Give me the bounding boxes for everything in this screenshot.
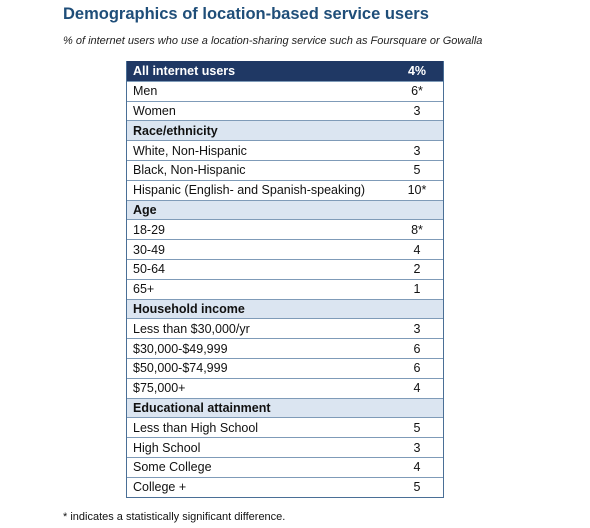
table-row	[127, 101, 443, 121]
page-subtitle: % of internet users who use a location-sharing service such as Foursquare or Gowalla	[63, 35, 483, 47]
row-label: Some College	[133, 460, 212, 475]
row-label: High School	[133, 440, 201, 455]
section-label: Age	[133, 202, 157, 217]
table-row	[127, 318, 443, 338]
row-value: 4%	[407, 64, 427, 79]
row-value: 1	[413, 282, 421, 297]
row-value: 5	[413, 420, 421, 435]
row-label: Men	[133, 84, 158, 99]
row-label: $30,000-$49,999	[133, 341, 228, 356]
row-label: Less than High School	[133, 420, 259, 435]
row-label: 65+	[133, 282, 155, 297]
row-label: Women	[133, 103, 176, 118]
table-row	[127, 140, 443, 160]
row-label: College +	[133, 480, 187, 495]
table-row	[127, 378, 443, 398]
row-value: 6	[413, 341, 421, 356]
page-title: Demographics of location-based service users	[63, 5, 429, 23]
table-row	[127, 477, 443, 497]
table-header-row	[127, 61, 443, 81]
row-value: 3	[413, 143, 421, 158]
row-label: Hispanic (English- and Spanish-speaking)	[133, 183, 366, 198]
row-value: 2	[413, 262, 421, 277]
table-section-row	[127, 398, 443, 418]
row-value: 10*	[407, 183, 427, 198]
table-row	[127, 279, 443, 299]
row-value: 3	[413, 321, 421, 336]
row-value: 6*	[411, 84, 423, 99]
row-value: 4	[413, 460, 421, 475]
table-section-row	[127, 299, 443, 319]
row-label: $75,000+	[133, 381, 186, 396]
row-label: All internet users	[133, 64, 236, 79]
row-label: $50,000-$74,999	[133, 361, 228, 376]
table-row	[127, 437, 443, 457]
row-value: 8*	[411, 222, 423, 237]
table-row	[127, 81, 443, 101]
demographics-table	[126, 61, 444, 498]
row-label: Less than $30,000/yr	[133, 321, 250, 336]
row-label: 18-29	[133, 222, 165, 237]
row-label: 30-49	[133, 242, 165, 257]
table-row	[127, 417, 443, 437]
table-row	[127, 160, 443, 180]
row-label: 50-64	[133, 262, 165, 277]
table-row	[127, 259, 443, 279]
row-label: Black, Non-Hispanic	[133, 163, 246, 178]
footnote: * indicates a statistically significant difference.	[63, 511, 286, 523]
row-value: 4	[413, 242, 421, 257]
table-row	[127, 457, 443, 477]
table-section-row	[127, 200, 443, 220]
section-label: Educational attainment	[133, 400, 271, 415]
table-row	[127, 338, 443, 358]
table-row	[127, 180, 443, 200]
row-value: 6	[413, 361, 421, 376]
section-label: Race/ethnicity	[133, 123, 218, 138]
row-value: 3	[413, 440, 421, 455]
table-row	[127, 358, 443, 378]
table-row	[127, 219, 443, 239]
table-row	[127, 239, 443, 259]
row-value: 5	[413, 163, 421, 178]
row-value: 3	[413, 103, 421, 118]
table-section-row	[127, 120, 443, 140]
row-value: 5	[413, 480, 421, 495]
row-value: 4	[413, 381, 421, 396]
section-label: Household income	[133, 301, 245, 316]
row-label: White, Non-Hispanic	[133, 143, 247, 158]
